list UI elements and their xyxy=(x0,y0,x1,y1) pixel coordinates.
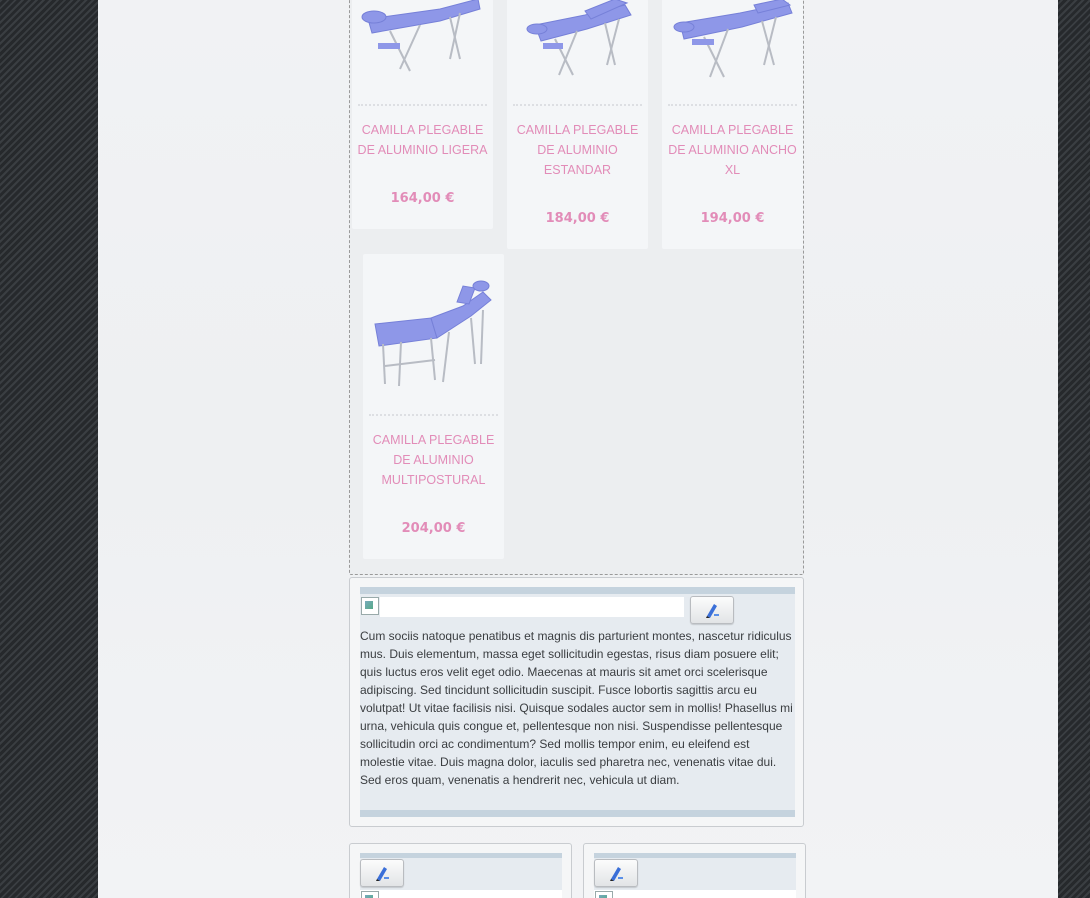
product-card[interactable] xyxy=(352,0,493,229)
product-title[interactable]: CAMILLA PLEGABLE DE ALUMINIO ANCHO XL xyxy=(668,123,797,177)
edit-button[interactable] xyxy=(360,859,404,887)
edit-button[interactable] xyxy=(690,596,734,624)
massage-table-image xyxy=(515,0,643,99)
product-price: 204,00 € xyxy=(401,521,466,536)
product-title[interactable]: CAMILLA PLEGABLE DE ALUMINIO ESTANDAR xyxy=(516,123,639,177)
product-price: 184,00 € xyxy=(545,211,610,226)
edit-pencil-icon xyxy=(373,864,391,882)
broken-image-icon xyxy=(361,597,379,615)
product-price: 194,00 € xyxy=(700,211,765,226)
product-image[interactable] xyxy=(358,0,487,106)
edit-button[interactable] xyxy=(594,859,638,887)
product-card[interactable] xyxy=(662,0,803,249)
edit-pencil-icon xyxy=(607,864,625,882)
broken-image-icon xyxy=(595,891,613,898)
product-title[interactable]: CAMILLA PLEGABLE DE ALUMINIO LIGERA xyxy=(357,123,488,157)
product-title[interactable]: CAMILLA PLEGABLE DE ALUMINIO MULTIPOSTURAL xyxy=(372,433,495,487)
product-image[interactable] xyxy=(668,0,797,106)
massage-table-image xyxy=(670,0,798,99)
product-grid xyxy=(349,0,804,575)
widget-panel-inner xyxy=(360,853,562,898)
product-image[interactable] xyxy=(513,0,642,106)
widget-panel-right xyxy=(583,843,806,898)
massage-table-image xyxy=(371,254,499,414)
widget-panel-inner xyxy=(594,853,796,898)
text-content-panel xyxy=(349,577,804,827)
text-content-inner xyxy=(360,587,795,817)
widget-panel-left xyxy=(349,843,572,898)
panel-body-text: Cum sociis natoque penatibus et magnis dis parturient montes, nascetur ridiculus mus. Duis elementum, massa eget sollicitudin egestas, risus diam posuere elit; quis luctus eros velit eget odio. Maecenas at mauris sit amet orci scelerisque adipiscing. Sed tincidunt sollicitudin suscipit. Fusce lobortis sagittis arcu eu volutpat! Ut vitae facilisis nisi. Quisque sodales auctor sem in mollis! Phasellus mi urna, vehicula quis congue et, pellentesque non nisi. Suspendisse pellentesque sollicitudin orci ac condimentum? Sed mollis tempor enim, eu eleifend est molestie vitae. Duis magna dolor, iaculis sed pharetra nec, venenatis vitae dui. Sed eros quam, venenatis a hendrerit nec, vehicula ut diam. xyxy=(360,629,793,787)
product-card[interactable] xyxy=(363,254,504,559)
panel-title-bar xyxy=(594,890,796,898)
page-background xyxy=(98,0,1058,898)
broken-image-icon xyxy=(361,891,379,898)
panel-title-bar xyxy=(380,597,684,617)
product-price: 164,00 € xyxy=(390,191,455,206)
panel-title-bar xyxy=(360,890,562,898)
massage-table-image xyxy=(360,0,488,99)
edit-pencil-icon xyxy=(703,601,721,619)
product-image[interactable] xyxy=(369,254,498,416)
product-card[interactable] xyxy=(507,0,648,249)
